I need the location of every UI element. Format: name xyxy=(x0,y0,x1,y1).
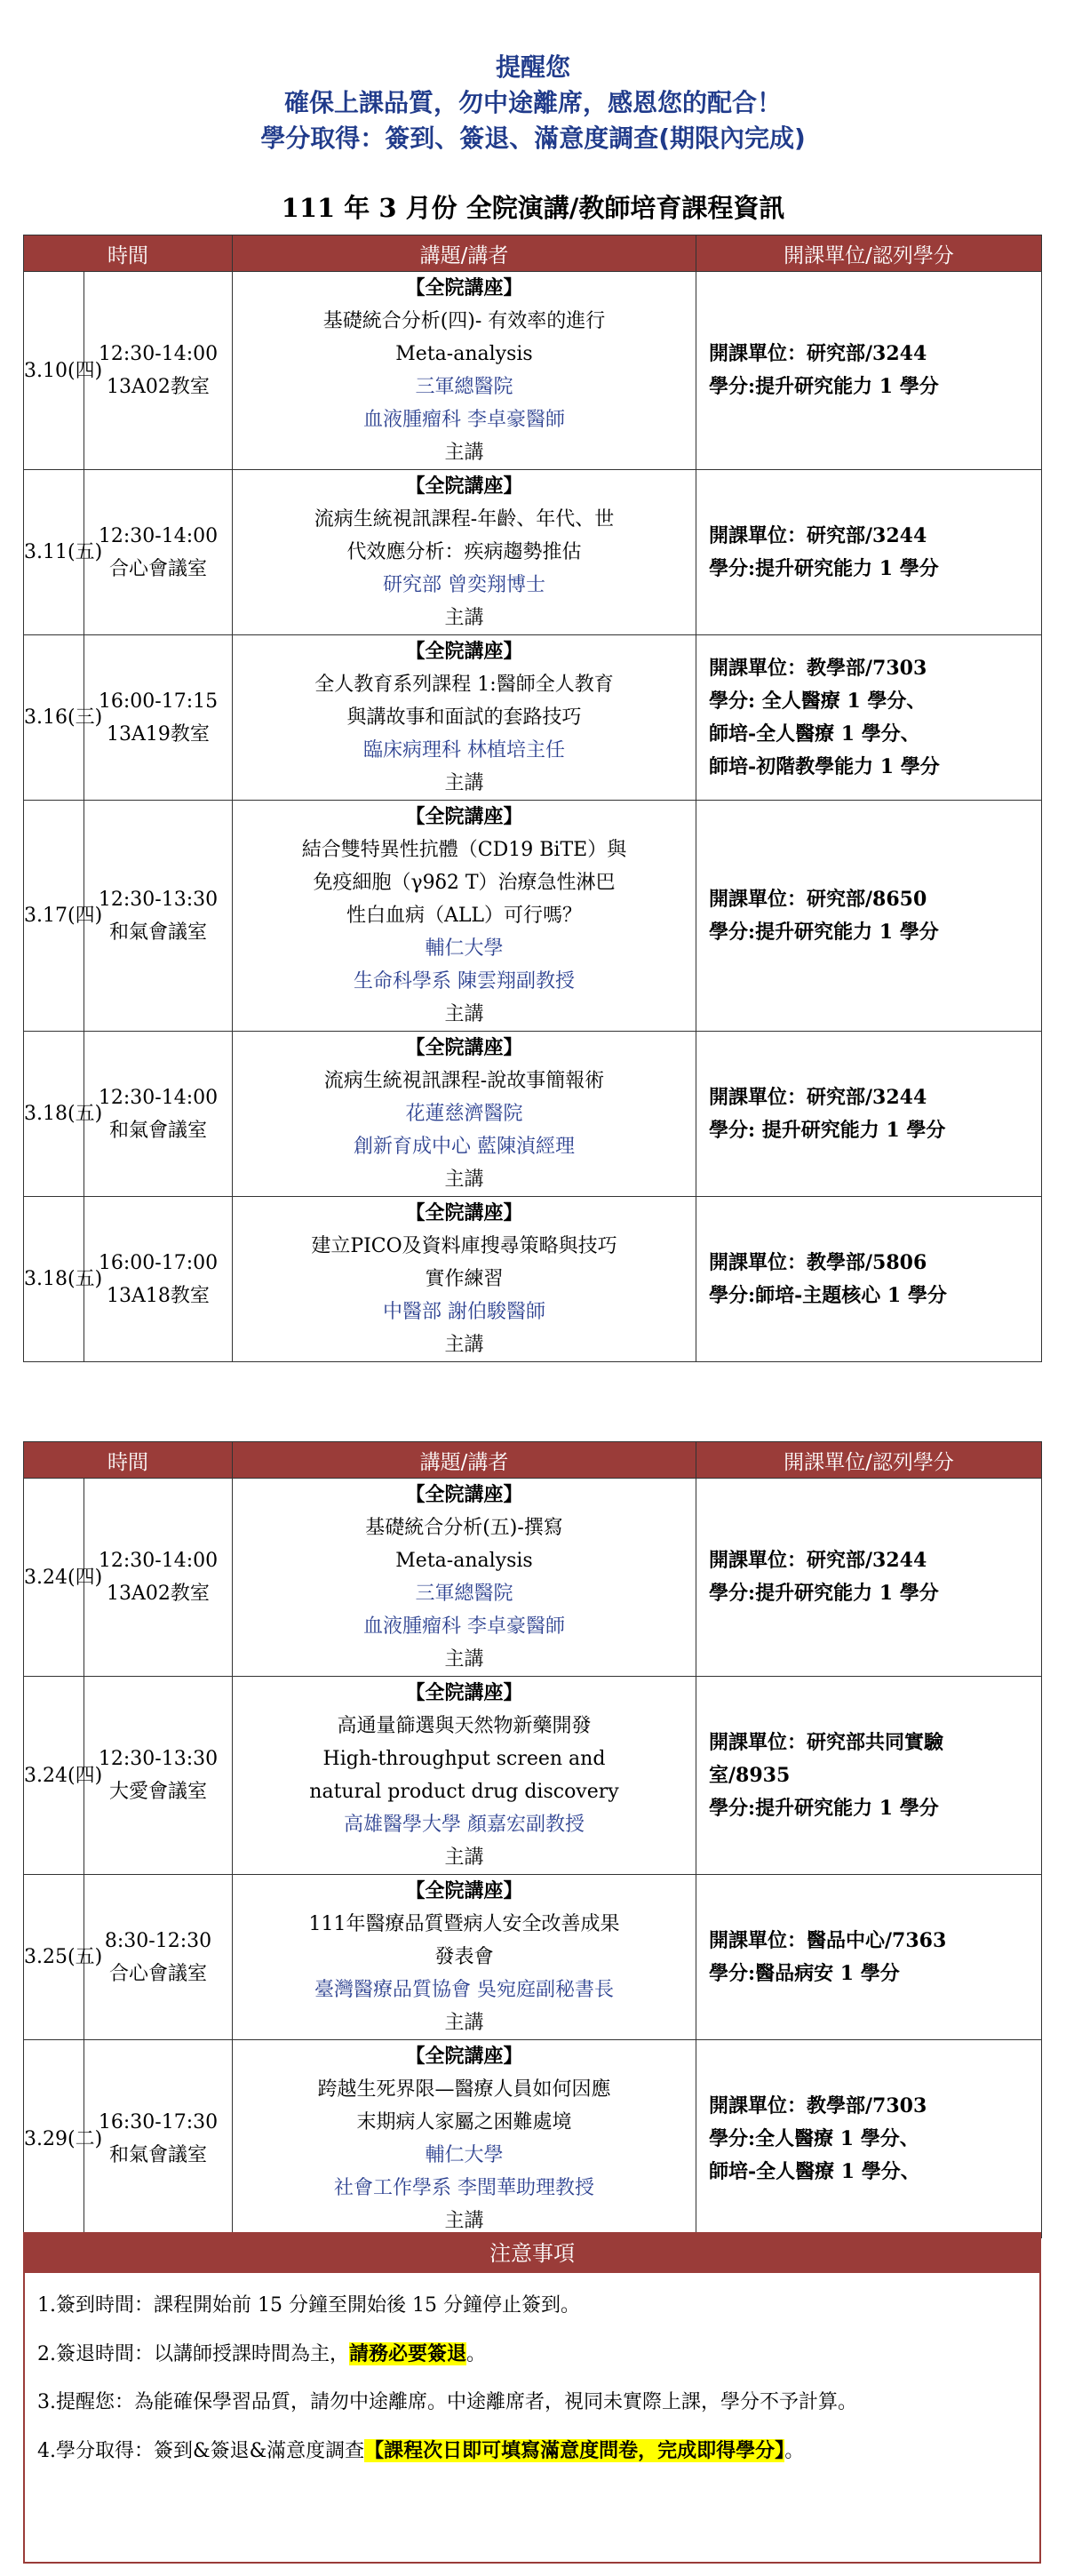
session-unit-line: 學分:提升研究能力 1 學分 xyxy=(709,920,939,944)
session-time: 16:00-17:15 xyxy=(98,690,219,713)
column-header-topic: 講題/講者 xyxy=(233,235,696,272)
session-subject-line: 基礎統合分析(四)- 有效率的進行 xyxy=(322,310,606,332)
session-time-cell xyxy=(84,1875,233,2040)
session-unit-cell xyxy=(696,2040,1042,2238)
session-speaker-line: 輔仁大學 xyxy=(425,2144,504,2166)
column-header-time: 時間 xyxy=(24,235,233,272)
session-unit-line: 開課單位：教學部/7303 xyxy=(709,2093,927,2117)
session-subject-line: 實作練習 xyxy=(425,1268,504,1290)
table-row xyxy=(24,1479,1042,1677)
session-unit-cell xyxy=(696,801,1042,1032)
session-time: 12:30-13:30 xyxy=(98,888,219,911)
session-host: 主講 xyxy=(444,772,484,794)
session-unit-cell xyxy=(696,1032,1042,1197)
session-date: 3.17(四) xyxy=(24,801,84,1032)
session-topic-cell xyxy=(233,801,696,1032)
session-unit-line: 學分:醫品病安 1 學分 xyxy=(709,1961,900,1985)
reminder-header xyxy=(0,50,1066,156)
session-tag: 【全院講座】 xyxy=(405,475,523,498)
session-topic-cell xyxy=(233,470,696,635)
session-unit-line: 開課單位：研究部/8650 xyxy=(709,887,927,911)
notice-item-4-text: 4.學分取得：簽到&簽退&滿意度調查 xyxy=(37,2440,365,2462)
session-host: 主講 xyxy=(444,1334,484,1356)
table-row xyxy=(24,635,1042,801)
session-unit-cell xyxy=(696,470,1042,635)
reminder-line-3: 學分取得：簽到、簽退、滿意度調查(期限內完成) xyxy=(260,124,806,153)
session-tag: 【全院講座】 xyxy=(405,2045,523,2068)
session-host: 主講 xyxy=(444,1168,484,1191)
session-time-cell xyxy=(84,801,233,1032)
session-tag: 【全院講座】 xyxy=(405,1036,523,1059)
notice-item-4 xyxy=(37,2427,1027,2476)
session-unit-cell xyxy=(696,272,1042,470)
session-room: 和氣會議室 xyxy=(108,921,207,944)
session-subject-line: 結合雙特異性抗體（CD19 BiTE）與 xyxy=(301,839,627,861)
session-room: 大愛會議室 xyxy=(108,1781,207,1803)
session-date: 3.18(五) xyxy=(24,1032,84,1197)
session-time-cell xyxy=(84,470,233,635)
session-unit-line: 開課單位：研究部/3244 xyxy=(709,1549,927,1572)
session-host: 主講 xyxy=(444,1648,484,1671)
session-room: 13A02教室 xyxy=(107,376,210,398)
table-row xyxy=(24,2040,1042,2238)
session-topic-cell xyxy=(233,1677,696,1875)
session-subject-line: 高通量篩選與天然物新藥開發 xyxy=(337,1715,592,1737)
session-host: 主講 xyxy=(444,1003,484,1025)
session-unit-line: 師培-初階教學能力 1 學分 xyxy=(709,754,940,778)
session-unit-line: 學分: 全人醫療 1 學分、 xyxy=(709,689,927,713)
session-speaker-line: 中醫部 謝伯駿醫師 xyxy=(383,1301,545,1323)
session-subject-line: 流病生統視訊課程-說故事簡報術 xyxy=(323,1070,605,1092)
notice-item-3: 3.提醒您：為能確保學習品質，請勿中途離席。中途離席者，視同未實際上課，學分不予計算。 xyxy=(37,2391,857,2413)
page-title: 111 年 3 月份 全院演講/教師培育課程資訊 xyxy=(281,193,785,223)
notice-item-4-highlight: 【課程次日即可填寫滿意度問卷，完成即得學分】 xyxy=(364,2439,785,2462)
session-speaker-line: 血液腫瘤科 李卓豪醫師 xyxy=(363,1615,565,1638)
session-subject-line: 與講故事和面試的套路技巧 xyxy=(346,706,582,729)
session-speaker-line: 血液腫瘤科 李卓豪醫師 xyxy=(363,409,565,431)
session-subject-line: 基礎統合分析(五)-撰寫 xyxy=(365,1517,563,1539)
session-subject-line: 免疫細胞（γ9δ2 T）治療急性淋巴 xyxy=(313,872,616,894)
session-unit-cell xyxy=(696,1677,1042,1875)
session-speaker-line: 社會工作學系 李閏華助理教授 xyxy=(334,2177,594,2199)
session-date: 3.29(二) xyxy=(24,2040,84,2238)
schedule-table-2 xyxy=(23,1441,1042,2238)
session-time: 8:30-12:30 xyxy=(104,1929,212,1952)
table-row xyxy=(24,272,1042,470)
session-unit-line: 開課單位：教學部/7303 xyxy=(709,656,927,680)
session-topic-cell xyxy=(233,1032,696,1197)
table-row xyxy=(24,801,1042,1032)
session-unit-line: 開課單位：研究部/3244 xyxy=(709,523,927,547)
session-room: 13A02教室 xyxy=(107,1583,210,1605)
session-unit-line: 學分: 提升研究能力 1 學分 xyxy=(709,1118,946,1142)
session-host: 主講 xyxy=(444,2210,484,2232)
session-topic-cell xyxy=(233,1197,696,1362)
session-host: 主講 xyxy=(444,1846,484,1869)
session-unit-line: 學分:提升研究能力 1 學分 xyxy=(709,1796,939,1820)
session-date: 3.10(四) xyxy=(24,272,84,470)
session-speaker-line: 研究部 曾奕翔博士 xyxy=(383,574,545,596)
session-unit-line: 開課單位：研究部/3244 xyxy=(709,1085,927,1109)
session-tag: 【全院講座】 xyxy=(405,1201,523,1224)
session-subject-line: High-throughput screen and xyxy=(322,1748,606,1770)
session-subject-line: 流病生統視訊課程-年齡、年代、世 xyxy=(314,508,615,530)
table-row xyxy=(24,1875,1042,2040)
session-unit-line: 學分:提升研究能力 1 學分 xyxy=(709,1582,939,1605)
session-time: 12:30-14:00 xyxy=(98,1550,219,1572)
session-date: 3.11(五) xyxy=(24,470,84,635)
session-room: 合心會議室 xyxy=(108,1962,207,1985)
table-header-row xyxy=(24,1442,1042,1479)
session-host: 主講 xyxy=(444,607,484,629)
notice-item-2-end: 。 xyxy=(466,2343,487,2365)
session-time-cell xyxy=(84,1677,233,1875)
column-header-time: 時間 xyxy=(24,1442,233,1479)
session-tag: 【全院講座】 xyxy=(405,1879,523,1902)
session-room: 和氣會議室 xyxy=(108,2144,207,2166)
table-row xyxy=(24,1197,1042,1362)
session-room: 和氣會議室 xyxy=(108,1119,207,1142)
session-time-cell xyxy=(84,2040,233,2238)
table-header-row xyxy=(24,235,1042,272)
session-subject-line: 111年醫療品質暨病人安全改善成果 xyxy=(308,1913,620,1935)
table-row xyxy=(24,1032,1042,1197)
schedule-table-1 xyxy=(23,235,1042,1362)
notice-item-2-highlight: 請務必要簽退 xyxy=(349,2342,467,2365)
table-row xyxy=(24,470,1042,635)
session-unit-line: 學分:全人醫療 1 學分、 xyxy=(709,2126,919,2150)
column-header-unit: 開課單位/認列學分 xyxy=(696,1442,1042,1479)
notice-item-4-end: 。 xyxy=(784,2440,805,2462)
session-time-cell xyxy=(84,272,233,470)
session-unit-line: 學分:提升研究能力 1 學分 xyxy=(709,556,939,580)
session-date: 3.24(四) xyxy=(24,1479,84,1677)
session-subject-line: 跨越生死界限—醫療人員如何因應 xyxy=(317,2078,611,2101)
session-speaker-line: 臨床病理科 林植培主任 xyxy=(363,739,565,762)
session-topic-cell xyxy=(233,272,696,470)
column-header-topic: 講題/講者 xyxy=(233,1442,696,1479)
session-host: 主講 xyxy=(444,2012,484,2034)
session-speaker-line: 生命科學系 陳雲翔副教授 xyxy=(354,970,575,993)
session-date: 3.24(四) xyxy=(24,1677,84,1875)
session-unit-cell xyxy=(696,1875,1042,2040)
session-subject-line: 發表會 xyxy=(434,1946,494,1968)
session-time-cell xyxy=(84,1197,233,1362)
session-subject-line: Meta-analysis xyxy=(395,1550,533,1572)
session-unit-line: 師培-全人醫療 1 學分、 xyxy=(709,2159,920,2183)
notice-title: 注意事項 xyxy=(25,2234,1039,2273)
notice-box xyxy=(23,2232,1041,2564)
session-subject-line: 性白血病（ALL）可行嗎？ xyxy=(346,905,583,927)
session-unit-line: 開課單位：研究部共同實驗 xyxy=(709,1730,944,1754)
notice-item-2 xyxy=(37,2330,1027,2379)
session-speaker-line: 輔仁大學 xyxy=(425,937,504,960)
session-time: 16:00-17:00 xyxy=(98,1251,219,1274)
session-unit-line: 師培-全人醫療 1 學分、 xyxy=(709,722,920,746)
session-subject-line: 全人教育系列課程 1:醫師全人教育 xyxy=(314,674,614,696)
session-speaker-line: 臺灣醫療品質協會 吳宛庭副秘書長 xyxy=(314,1979,614,2001)
notice-item-1: 1.簽到時間：課程開始前 15 分鐘至開始後 15 分鐘停止簽到。 xyxy=(37,2294,580,2317)
session-subject-line: Meta-analysis xyxy=(395,343,533,365)
session-time-cell xyxy=(84,635,233,801)
reminder-line-2: 確保上課品質，勿中途離席，感恩您的配合！ xyxy=(283,88,782,117)
session-speaker-line: 三軍總醫院 xyxy=(415,376,513,398)
session-speaker-line: 花蓮慈濟醫院 xyxy=(405,1103,523,1125)
session-speaker-line: 創新育成中心 藍陳湞經理 xyxy=(354,1136,575,1158)
session-unit-cell xyxy=(696,1197,1042,1362)
session-host: 主講 xyxy=(444,442,484,464)
session-unit-line: 開課單位：研究部/3244 xyxy=(709,342,927,365)
session-time: 16:30-17:30 xyxy=(98,2111,219,2133)
session-unit-cell xyxy=(696,635,1042,801)
session-unit-line: 學分:師培-主題核心 1 學分 xyxy=(709,1283,947,1307)
session-date: 3.18(五) xyxy=(24,1197,84,1362)
column-header-unit: 開課單位/認列學分 xyxy=(696,235,1042,272)
session-room: 13A18教室 xyxy=(107,1284,210,1307)
session-unit-cell xyxy=(696,1479,1042,1677)
session-subject-line: 代效應分析：疾病趨勢推估 xyxy=(346,541,582,563)
session-speaker-line: 高雄醫學大學 顏嘉宏副教授 xyxy=(344,1814,585,1836)
session-topic-cell xyxy=(233,2040,696,2238)
notice-item-2-text: 2.簽退時間：以講師授課時間為主， xyxy=(37,2343,349,2365)
session-tag: 【全院講座】 xyxy=(405,640,523,663)
session-tag: 【全院講座】 xyxy=(405,805,523,828)
session-topic-cell xyxy=(233,635,696,801)
session-tag: 【全院講座】 xyxy=(405,1681,523,1704)
session-time: 12:30-14:00 xyxy=(98,343,219,365)
session-unit-line: 開課單位：教學部/5806 xyxy=(709,1250,927,1274)
session-time: 12:30-14:00 xyxy=(98,524,219,547)
reminder-line-1: 提醒您 xyxy=(495,52,570,82)
session-time-cell xyxy=(84,1479,233,1677)
session-date: 3.25(五) xyxy=(24,1875,84,2040)
session-room: 13A19教室 xyxy=(107,722,210,746)
session-subject-line: 建立PICO及資料庫搜尋策略與技巧 xyxy=(311,1235,617,1257)
notice-body xyxy=(25,2273,1039,2476)
session-unit-line: 開課單位：醫品中心/7363 xyxy=(709,1928,947,1952)
table-row xyxy=(24,1677,1042,1875)
session-subject-line: natural product drug discovery xyxy=(309,1781,619,1803)
session-tag: 【全院講座】 xyxy=(405,1483,523,1506)
session-topic-cell xyxy=(233,1875,696,2040)
session-room: 合心會議室 xyxy=(108,557,207,580)
session-subject-line: 末期病人家屬之困難處境 xyxy=(356,2111,572,2133)
session-speaker-line: 三軍總醫院 xyxy=(415,1583,513,1605)
session-time-cell xyxy=(84,1032,233,1197)
session-unit-line: 室/8935 xyxy=(709,1763,791,1787)
session-time: 12:30-14:00 xyxy=(98,1086,219,1109)
session-tag: 【全院講座】 xyxy=(405,276,523,299)
session-time: 12:30-13:30 xyxy=(98,1748,219,1770)
session-date: 3.16(三) xyxy=(24,635,84,801)
session-topic-cell xyxy=(233,1479,696,1677)
session-unit-line: 學分:提升研究能力 1 學分 xyxy=(709,375,939,398)
